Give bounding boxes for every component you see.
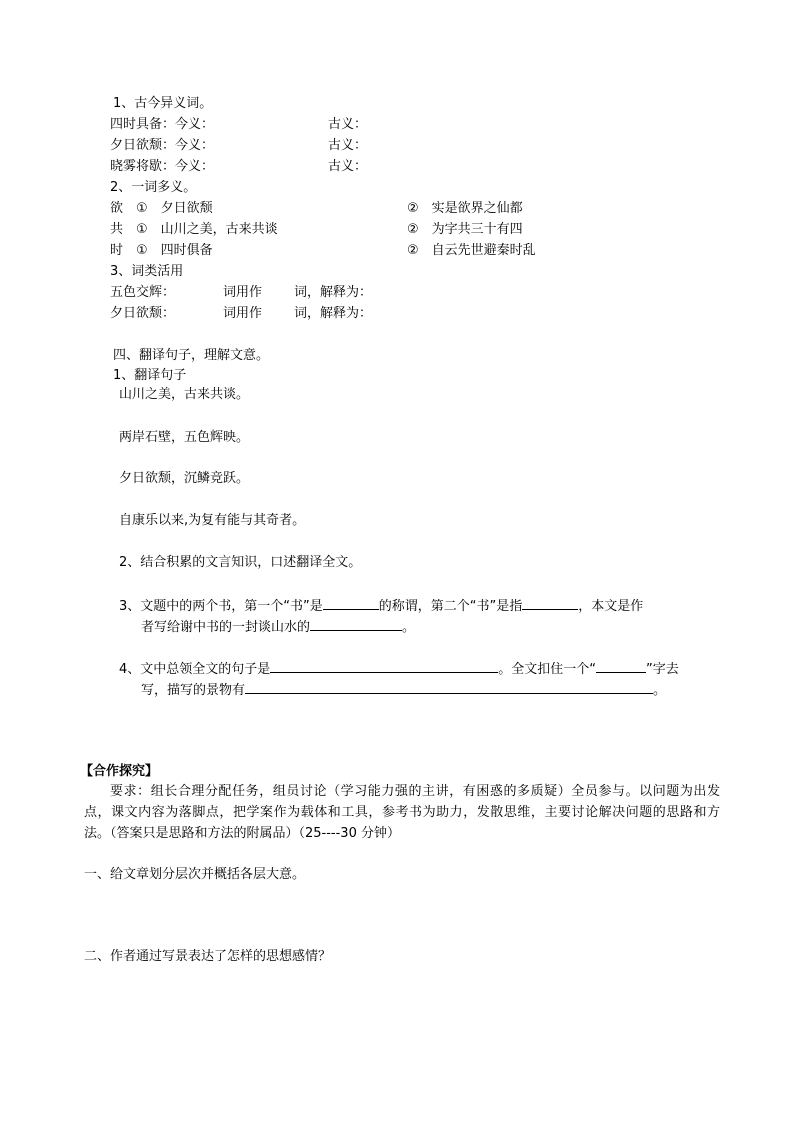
question-3-text: 。 <box>402 620 416 635</box>
answer-blank[interactable] <box>323 596 379 610</box>
section-heading: 1、古今异义词。 <box>113 96 213 111</box>
question-3-text: 3、文题中的两个书，第一个“书”是 <box>119 599 323 614</box>
cooperation-requirements: 要求：组长合理分配任务，组员讨论（学习能力强的主讲，有困惑的多质疑）全员参与。以问题为出发点，课文内容为落脚点，把学案作为载体和工具，参考书为助力，发散思维，主要讨论解决问题的思路和方法。（答案只是思路和方法的附属品）（25----30 分钟） <box>84 784 720 841</box>
answer-blank[interactable] <box>245 680 653 694</box>
question-4-text: 4、文中总领全文的句子是 <box>119 662 271 677</box>
question-4-text: 写，描写的景物有 <box>141 683 246 698</box>
question-3-text: 者写给谢中书的一封谈山水的 <box>141 620 311 635</box>
answer-blank[interactable] <box>596 659 646 673</box>
question-4-text: 。全文扣住一个“ <box>498 662 597 677</box>
section-heading: 四、翻译句子，理解文意。 <box>113 348 270 363</box>
translate-sentence: 山川之美，古来共谈。 <box>119 387 250 402</box>
answer-blank[interactable] <box>270 659 498 673</box>
polysemy-item: 欲 ① 夕日欲颓 <box>110 201 213 216</box>
polysemy-item: ② 实是欲界之仙都 <box>407 201 523 216</box>
question-3-text: ，本文是作 <box>578 599 644 614</box>
ancient-meaning-label: 古义： <box>328 117 368 132</box>
polysemy-item: 共 ① 山川之美，古来共谈 <box>110 222 278 237</box>
cooperation-title: 【合作探究】 <box>80 764 159 779</box>
ancient-meaning-label: 古义： <box>328 138 368 153</box>
vocab-word: 晓雾将歇：今义： <box>110 159 215 174</box>
question-3-line-2 <box>141 617 415 637</box>
usage-label: 词用作 <box>223 306 263 321</box>
answer-blank[interactable] <box>522 596 578 610</box>
section-heading: 3、词类活用 <box>110 264 184 279</box>
usage-explain-label: 词，解释为： <box>294 306 373 321</box>
polysemy-item: ② 自云先世避秦时乱 <box>407 243 536 258</box>
question-4-line-1 <box>119 659 679 679</box>
vocab-word: 四时具备：今义： <box>110 117 215 132</box>
subsection-heading: 1、翻译句子 <box>113 368 187 383</box>
question-2: 2、结合积累的文言知识，口述翻译全文。 <box>119 555 362 570</box>
section-heading: 2、一词多义。 <box>110 180 197 195</box>
polysemy-item: ② 为字共三十有四 <box>407 222 523 237</box>
question-4-text: 。 <box>653 683 667 698</box>
question-4-text: ”字去 <box>646 662 679 677</box>
vocab-word: 夕日欲颓：今义： <box>110 138 215 153</box>
usage-word: 夕日欲颓： <box>110 306 176 321</box>
usage-explain-label: 词，解释为： <box>294 285 373 300</box>
usage-word: 五色交辉： <box>110 285 176 300</box>
ancient-meaning-label: 古义： <box>328 159 368 174</box>
translate-sentence: 自康乐以来,为复有能与其奇者。 <box>119 513 306 528</box>
answer-blank[interactable] <box>310 617 402 631</box>
translate-sentence: 夕日欲颓，沉鳞竞跃。 <box>119 471 250 486</box>
polysemy-item: 时 ① 四时俱备 <box>110 243 213 258</box>
usage-label: 词用作 <box>223 285 263 300</box>
question-3-text: 的称谓，第二个“书”是指 <box>378 599 523 614</box>
discussion-question-2: 二、作者通过写景表达了怎样的思想感情？ <box>84 949 332 964</box>
discussion-question-1: 一、给文章划分层次并概括各层大意。 <box>84 867 306 882</box>
translate-sentence: 两岸石壁，五色辉映。 <box>119 430 250 445</box>
question-3-line-1 <box>119 596 643 616</box>
question-4-line-2 <box>141 680 666 700</box>
